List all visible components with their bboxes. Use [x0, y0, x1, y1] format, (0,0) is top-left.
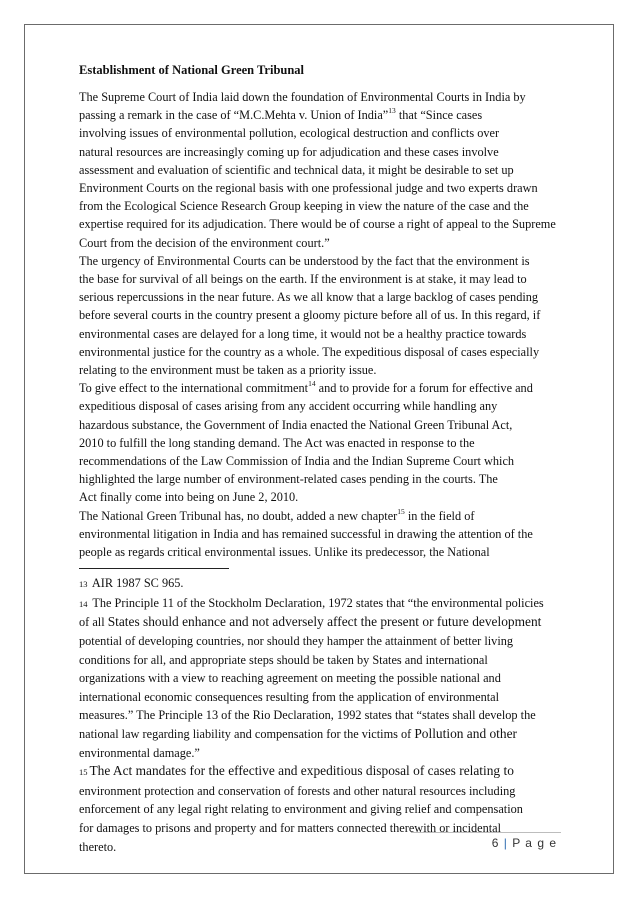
body-line: involving issues of environmental pollution, ecological destruction and conflicts over — [79, 126, 500, 141]
body-line: Court from the decision of the environment court.” — [79, 235, 330, 250]
page-label: P a g e — [512, 836, 557, 850]
footnote-line: measures.” The Principle 13 of the Rio Declaration, 1992 states that “states shall develop the — [79, 708, 536, 723]
footnote-text: Pollution and other — [414, 726, 517, 742]
body-line: people as regards critical environmental issues. Unlike its predecessor, the National — [79, 545, 490, 560]
footnote-line — [79, 613, 561, 632]
body-line — [79, 379, 561, 397]
body-line: Environment Courts on the regional basis with one professional judge and two experts drawn — [79, 181, 538, 196]
body-text-run: passing a remark in the case of “M.C.Mehta v. Union of India” — [79, 108, 389, 123]
footnote-line: international economic consequences resulting from the application of environmental — [79, 689, 500, 704]
footnote-line: for damages to prisons and property and for matters connected therewith or incidental — [79, 821, 502, 835]
footnote-text: The Act mandates for the effective and expeditious disposal of cases relating to — [89, 763, 514, 779]
footnote-line: environment protection and conservation of forests and other natural resources including — [79, 783, 516, 798]
footnote-number: 15 — [79, 767, 88, 778]
footnote-number: 14 — [79, 598, 88, 609]
footnote-line: enforcement of any legal right relating to environment and giving relief and compensation — [79, 802, 523, 817]
footnote-text: The Principle 11 of the Stockholm Declaration, 1972 states that “the environmental policies — [92, 595, 544, 610]
body-line — [79, 507, 561, 525]
footnote-text: national law regarding liability and compensation for the victims of — [79, 727, 415, 742]
footnote-15 — [79, 762, 561, 782]
footnote-line: organizations with a view to reaching agreement on meeting the possible national and — [79, 671, 501, 686]
footnote-number: 13 — [79, 579, 88, 590]
footnote-text: AIR 1987 SC 965. — [91, 576, 184, 591]
footnote-line — [79, 725, 561, 744]
body-line: Act finally come into being on June 2, 2010. — [79, 490, 299, 505]
body-line: natural resources are increasingly coming up for adjudication and these cases involve — [79, 144, 499, 159]
body-line: environmental justice for the country as a whole. The expeditious disposal of cases especially — [79, 344, 540, 359]
body-line: expeditious disposal of cases arising from any accident occurring while handling any — [79, 399, 498, 414]
page-footer — [79, 832, 561, 852]
body-line: the base for survival of all beings on the earth. If the environment is at stake, it may lead to — [79, 272, 527, 287]
body-line: environmental cases are delayed for a long time, it would not be a healthy practice towards — [79, 326, 527, 341]
body-line: from the Ecological Science Research Group keeping in view the nature of the case and the — [79, 199, 529, 214]
footnotes — [79, 574, 561, 856]
footnote-13 — [79, 574, 561, 594]
footnote-14 — [79, 594, 561, 614]
page-number — [492, 836, 557, 850]
body-line: relating to the environment must be taken as a priority issue. — [79, 363, 377, 378]
footnote-separator — [79, 568, 229, 569]
body-line: serious repercussions in the near future. As we all know that a large backlog of cases pending — [79, 290, 539, 305]
body-line — [79, 106, 561, 124]
section-heading: Establishment of National Green Tribunal — [79, 63, 305, 77]
body-line: 2010 to fulfill the long standing demand. The Act was enacted in response to the — [79, 435, 475, 450]
body-text-run: To give effect to the international commitment — [79, 381, 309, 396]
footnote-line: thereto. — [79, 839, 117, 854]
body-text-run: and to provide for a forum for effective and — [315, 381, 533, 396]
footnote-text: States should enhance and not adversely affect the present or future development — [107, 614, 542, 630]
footnote-ref-13[interactable]: 13 — [388, 106, 396, 116]
footer-rule — [411, 832, 561, 833]
page-number-value: 6 — [491, 836, 500, 850]
body-line: environmental litigation in India and has remained successful in drawing the attention of the — [79, 526, 533, 541]
body-line: recommendations of the Law Commission of India and the Indian Supreme Court which — [79, 454, 515, 469]
page-separator: | — [503, 836, 508, 850]
body-text-run: The National Green Tribunal has, no doubt, added a new chapter — [79, 508, 398, 523]
body-text — [79, 88, 561, 561]
page-content — [79, 62, 561, 856]
body-line: assessment and evaluation of scientific and technical data, it might be desirable to set up — [79, 162, 514, 177]
footnote-line: environmental damage.” — [79, 745, 200, 760]
footnote-line: conditions for all, and appropriate steps should be taken by States and international — [79, 652, 488, 667]
footnote-text: of all — [79, 615, 108, 630]
footnote-line: potential of developing countries, nor should they hamper the attainment of better living — [79, 634, 514, 649]
footnote-ref-14[interactable]: 14 — [308, 379, 316, 389]
body-line: highlighted the large number of environment-related cases pending in the courts. The — [79, 472, 498, 487]
body-line: The Supreme Court of India laid down the foundation of Environmental Courts in India by — [79, 90, 526, 104]
body-text-run: in the field of — [404, 508, 475, 523]
body-line: The urgency of Environmental Courts can be understood by the fact that the environment is — [79, 253, 530, 268]
body-text-run: that “Since cases — [395, 108, 483, 123]
body-line: before several courts in the country present a gloomy picture before all of us. In this regard, if — [79, 308, 541, 323]
body-line: expertise required for its adjudication. There would be of course a right of appeal to the Supreme — [79, 217, 556, 232]
footnote-ref-15[interactable]: 15 — [397, 506, 405, 516]
body-line: hazardous substance, the Government of India enacted the National Green Tribunal Act, — [79, 417, 513, 432]
